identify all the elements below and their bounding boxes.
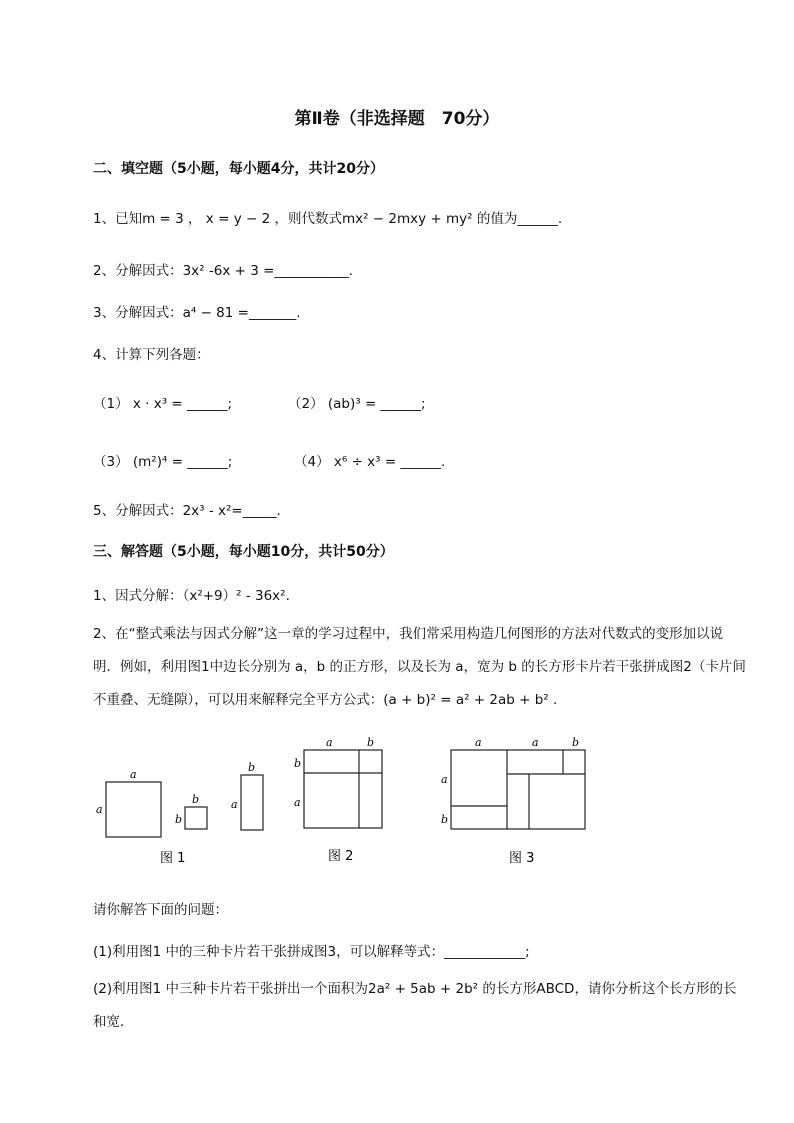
fill-q4-4: （4） x⁶ ÷ x³ = ______.: [294, 454, 446, 470]
fig1-label-b-rect: b: [248, 761, 256, 774]
fig2-label-a-top: a: [326, 736, 333, 749]
fill-q2: 2、分解因式：3x² -6x + 3 =___________.: [93, 263, 353, 279]
fig1-square-b: [185, 807, 207, 829]
sub-question-1: (1)利用图1 中的三种卡片若干张拼成图3，可以解释等式：____________;: [93, 944, 530, 960]
figure-3: [441, 736, 585, 829]
fig1-label-b-left: b: [175, 813, 183, 826]
fig1-rect-ab: [241, 775, 263, 830]
fill-q5: 5、分解因式：2x³ - x²=_____.: [93, 503, 281, 519]
fill-q4: 4、计算下列各题：: [93, 347, 210, 363]
fig1-label-b-top: b: [192, 793, 200, 806]
fill-q4-1: （1） x · x³ = ______;: [93, 396, 233, 412]
fig2-label-b-top: b: [367, 736, 375, 749]
fig3-label-a2-top: a: [532, 736, 539, 749]
fig3-label-a-left: a: [441, 773, 448, 786]
fig2-caption: 图 2: [328, 849, 354, 864]
sub-question-2: (2)利用图1 中三种卡片若干张拼出一个面积为2a² + 5ab + 2b² 的长方形ABCD，请你分析这个长方形的长和宽．: [93, 981, 737, 1030]
fill-q1: 1、已知m = 3 ， x = y − 2 ，则代数式mx² − 2mxy + my² 的值为______.: [93, 211, 563, 227]
fig1-label-a-rect: a: [231, 798, 238, 811]
fig1-square-a: [106, 782, 161, 837]
page-title: 第Ⅱ卷（非选择题 70分）: [294, 109, 500, 129]
question-prompt: 请你解答下面的问题：: [93, 902, 228, 918]
section2-heading: 二、填空题（5小题，每小题4分，共计20分）: [93, 161, 384, 177]
fig1-label-a-top: a: [130, 768, 137, 781]
fig3-outer: [451, 750, 585, 829]
figure-1: [96, 761, 263, 837]
section3-heading: 三、解答题（5小题，每小题10分，共计50分）: [93, 544, 394, 560]
answer-q1: 1、因式分解：（x²+9）² - 36x².: [93, 588, 290, 604]
figures: [80, 730, 640, 875]
fill-q4-2: （2） (ab)³ = ______;: [288, 396, 426, 412]
fig1-caption: 图 1: [160, 851, 186, 866]
fill-q3: 3、分解因式：a⁴ − 81 =_______.: [93, 305, 301, 321]
fig2-label-b-left: b: [294, 757, 302, 770]
fig3-label-a1-top: a: [475, 736, 482, 749]
fig3-caption: 图 3: [509, 851, 535, 866]
fill-q4-3: （3） (m²)⁴ = ______;: [93, 454, 233, 470]
fig2-label-a-left: a: [294, 796, 301, 809]
fig2-outer: [304, 750, 382, 828]
fig1-label-a-left: a: [96, 803, 103, 816]
fig3-label-b-top: b: [572, 736, 580, 749]
answer-q2: 2、在“整式乘法与因式分解”这一章的学习过程中，我们常采用构造几何图形的方法对代数式的变形加以说明．例如，利用图1中边长分别为 a，b 的正方形，以及长为 a，宽为 b 的长方形卡片若干张拼成图2（卡片间不重叠、无缝隙），可以用来解释完全平方公式：(a + b)² = a² + 2ab + b² .: [93, 626, 746, 708]
figure-2: [294, 736, 382, 828]
fig3-label-b-left: b: [441, 813, 449, 826]
